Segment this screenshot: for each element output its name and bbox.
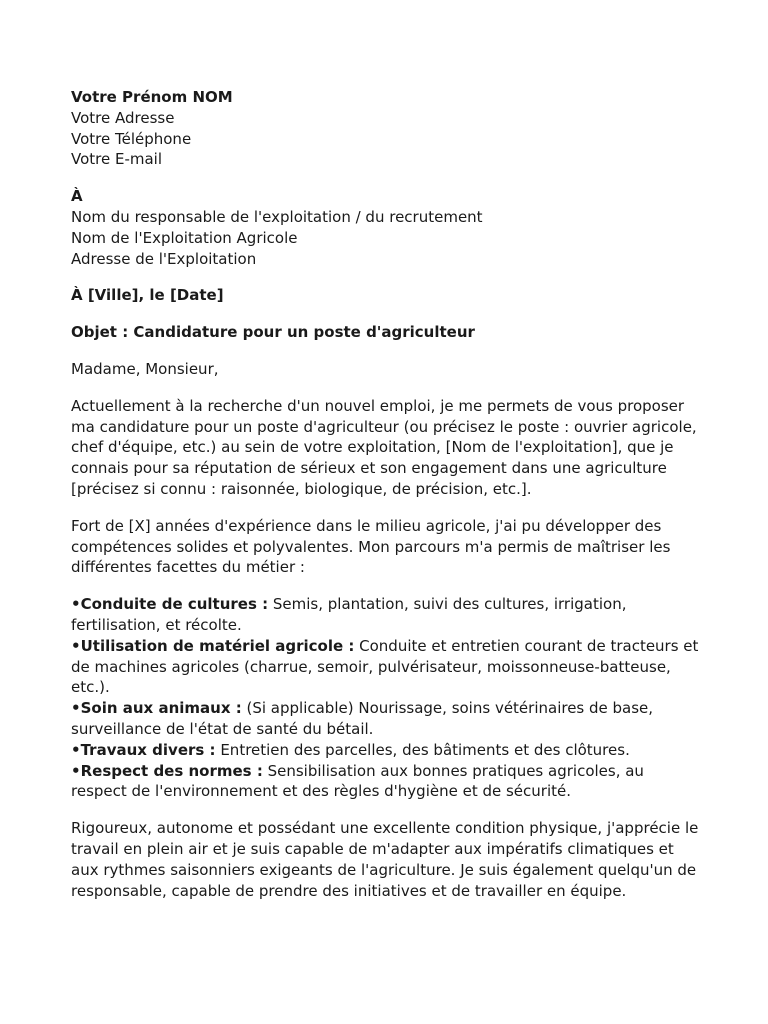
sender-block xyxy=(71,87,701,170)
skill-title: Respect des normes : xyxy=(80,761,263,780)
intro-paragraph: Actuellement à la recherche d'un nouvel emploi, je me permets de vous proposer ma candidature pour un poste d'agriculteur (ou précisez le poste : ouvrier agricole, chef d'équipe, etc.) au sein de votre exploitation, [Nom de l'exploitation], que je connais pour sa réputation de sérieux et son engagement dans une agriculture [précisez si connu : raisonnée, biologique, de précision, etc.]. xyxy=(71,396,697,498)
bullet-icon: • xyxy=(71,699,81,718)
closing-paragraph: Rigoureux, autonome et possédant une excellente condition physique, j'apprécie le travail en plein air et je suis capable de m'adapter aux impératifs climatiques et aux rythmes saisonniers exigeants de l'agriculture. Je suis également quelqu'un de responsable, capable de prendre des initiatives et de travailler en équipe. xyxy=(71,819,699,900)
list-item xyxy=(71,636,701,698)
skill-title: Utilisation de matériel agricole : xyxy=(80,636,355,655)
place-date: À [Ville], le [Date] xyxy=(71,286,224,305)
sender-email: Votre E-mail xyxy=(71,150,163,169)
sender-name: Votre Prénom NOM xyxy=(71,88,233,106)
sender-phone: Votre Téléphone xyxy=(71,129,192,148)
bullet-icon: • xyxy=(71,595,81,614)
skill-text: Sensibilisation aux bonnes pratiques agricoles, au respect de l'environnement et des règles d'hygiène et de sécurité. xyxy=(71,761,644,801)
sender-address: Votre Adresse xyxy=(71,108,175,127)
list-item xyxy=(71,698,701,740)
list-item xyxy=(71,740,701,761)
bullet-icon: • xyxy=(71,761,81,780)
recipient-label: À xyxy=(71,187,83,206)
skill-title: Travaux divers : xyxy=(80,740,216,759)
skill-text: Entretien des parcelles, des bâtiments et des clôtures. xyxy=(215,740,630,759)
subject-line: Objet : Candidature pour un poste d'agriculteur xyxy=(71,323,475,342)
recipient-block xyxy=(71,186,701,269)
list-item xyxy=(71,594,701,636)
recipient-address: Adresse de l'Exploitation xyxy=(71,249,257,268)
skill-text: Semis, plantation, suivi des cultures, irrigation, fertilisation, et récolte. xyxy=(71,595,627,634)
skill-text: (Si applicable) Nourissage, soins vétérinaires de base, surveillance de l'état de santé du bétail. xyxy=(71,699,654,738)
skill-title: Soin aux animaux : xyxy=(80,699,242,718)
salutation: Madame, Monsieur, xyxy=(71,359,219,378)
recipient-manager: Nom du responsable de l'exploitation / du recrutement xyxy=(71,207,483,226)
skill-text: Conduite et entretien courant de tracteurs et de machines agricoles (charrue, semoir, pulvérisateur, moissonneuse-batteuse, etc.). xyxy=(71,636,699,697)
bullet-icon: • xyxy=(71,636,81,655)
bullet-icon: • xyxy=(71,740,81,759)
recipient-company: Nom de l'Exploitation Agricole xyxy=(71,228,298,247)
letter-body xyxy=(71,87,701,917)
experience-paragraph: Fort de [X] années d'expérience dans le milieu agricole, j'ai pu développer des compétences solides et polyvalentes. Mon parcours m'a permis de maîtriser les différentes facettes du métier : xyxy=(71,516,671,577)
list-item xyxy=(71,761,701,803)
skill-title: Conduite de cultures : xyxy=(80,595,269,614)
skills-list xyxy=(71,594,701,802)
